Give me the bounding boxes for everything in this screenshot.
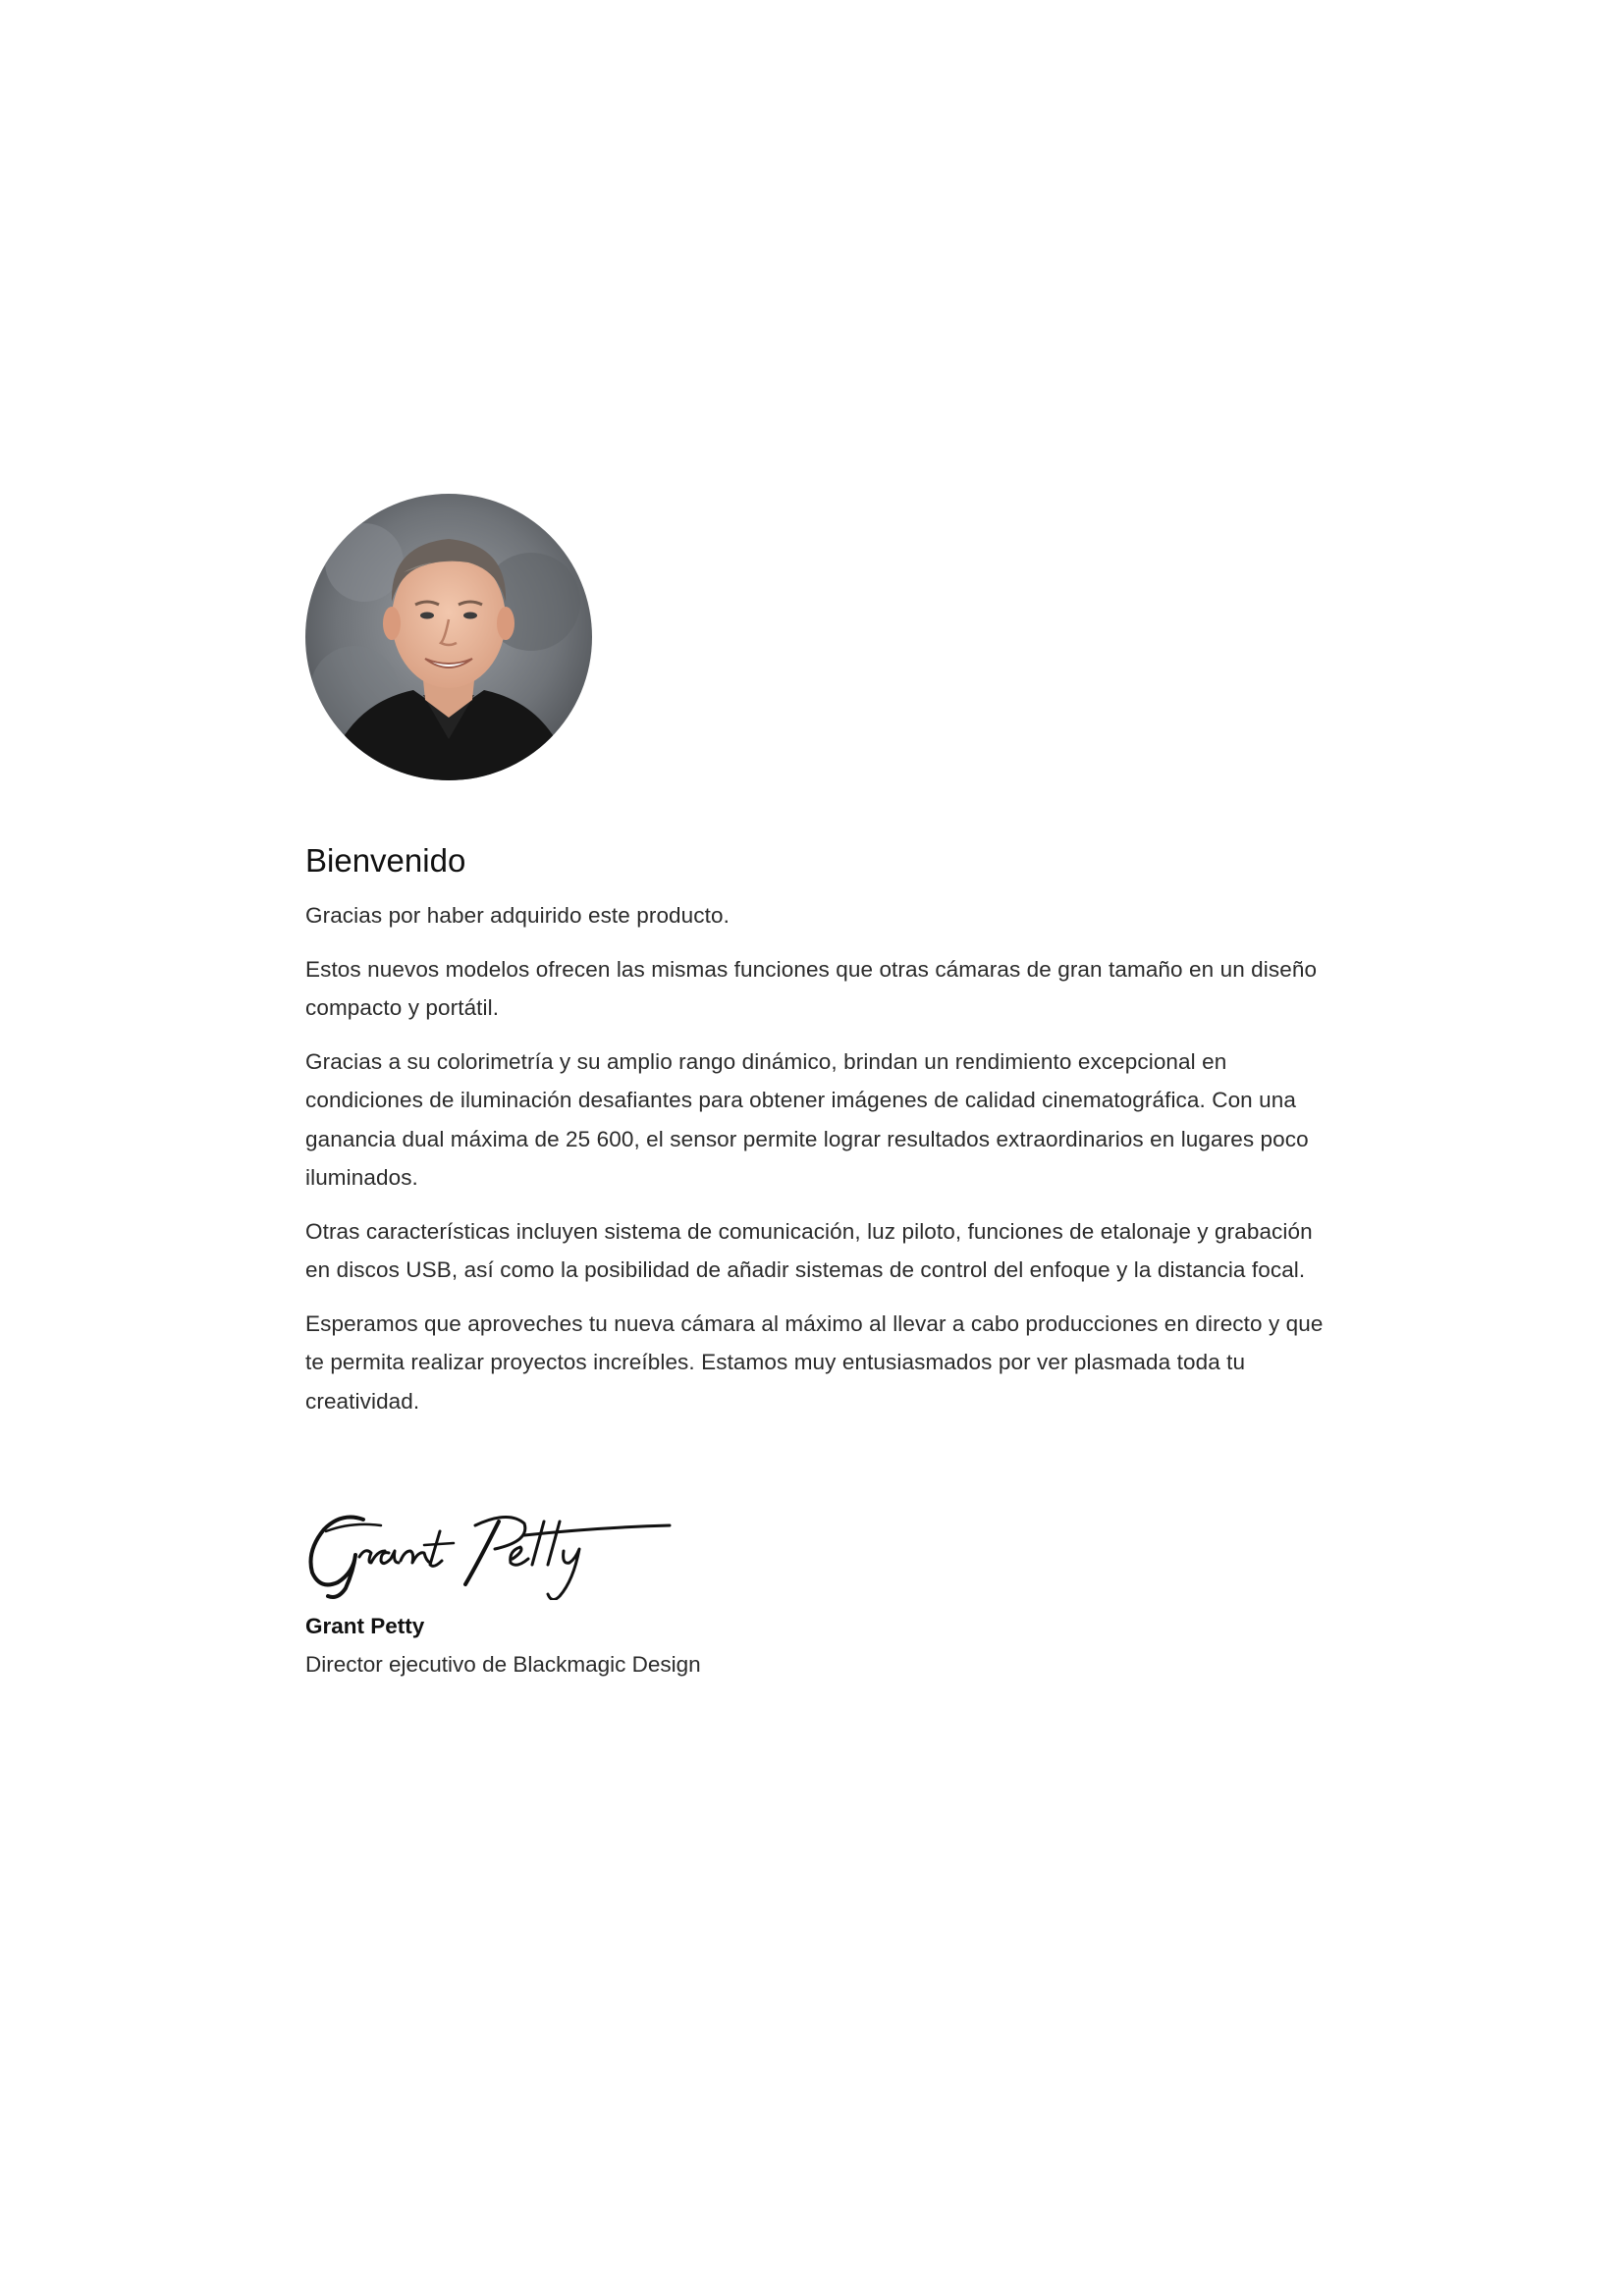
letter-paragraph-1: Gracias por haber adquirido este producto. (305, 903, 730, 928)
signer-name: Grant Petty (305, 1614, 425, 1638)
letter-paragraph-4: Otras características incluyen sistema de comunicación, luz piloto, funciones de etalonaje y grabación en discos USB, así como la posibilidad de añadir sistemas de control del enfoque y la distancia focal. (305, 1218, 1313, 1282)
signature-graphic (302, 1502, 676, 1600)
portrait-photo (305, 494, 592, 780)
signature-icon (302, 1502, 676, 1600)
letter-paragraph-5: Esperamos que aproveches tu nueva cámara al máximo al llevar a cabo producciones en directo y que te permita realizar proyectos increíbles. Estamos muy entusiasmados por ver plasmada toda tu creatividad. (305, 1310, 1324, 1414)
letter-title: Bienvenido (305, 842, 466, 879)
letter-body (305, 839, 1326, 1435)
letter-paragraph-2: Estos nuevos modelos ofrecen las mismas funciones que otras cámaras de gran tamaño en un diseño compacto y portátil. (305, 956, 1318, 1020)
signer-title: Director ejecutivo de Blackmagic Design (305, 1652, 701, 1677)
portrait-icon (305, 494, 592, 780)
letter-paragraph-3: Gracias a su colorimetría y su amplio rango dinámico, brindan un rendimiento excepcional en condiciones de iluminación desafiantes para obtener imágenes de calidad cinematográfica. Con una ganancia dual máxima de 25 600, el sensor permite lograr resultados extraordinarios en lugares poco iluminados. (305, 1048, 1309, 1190)
